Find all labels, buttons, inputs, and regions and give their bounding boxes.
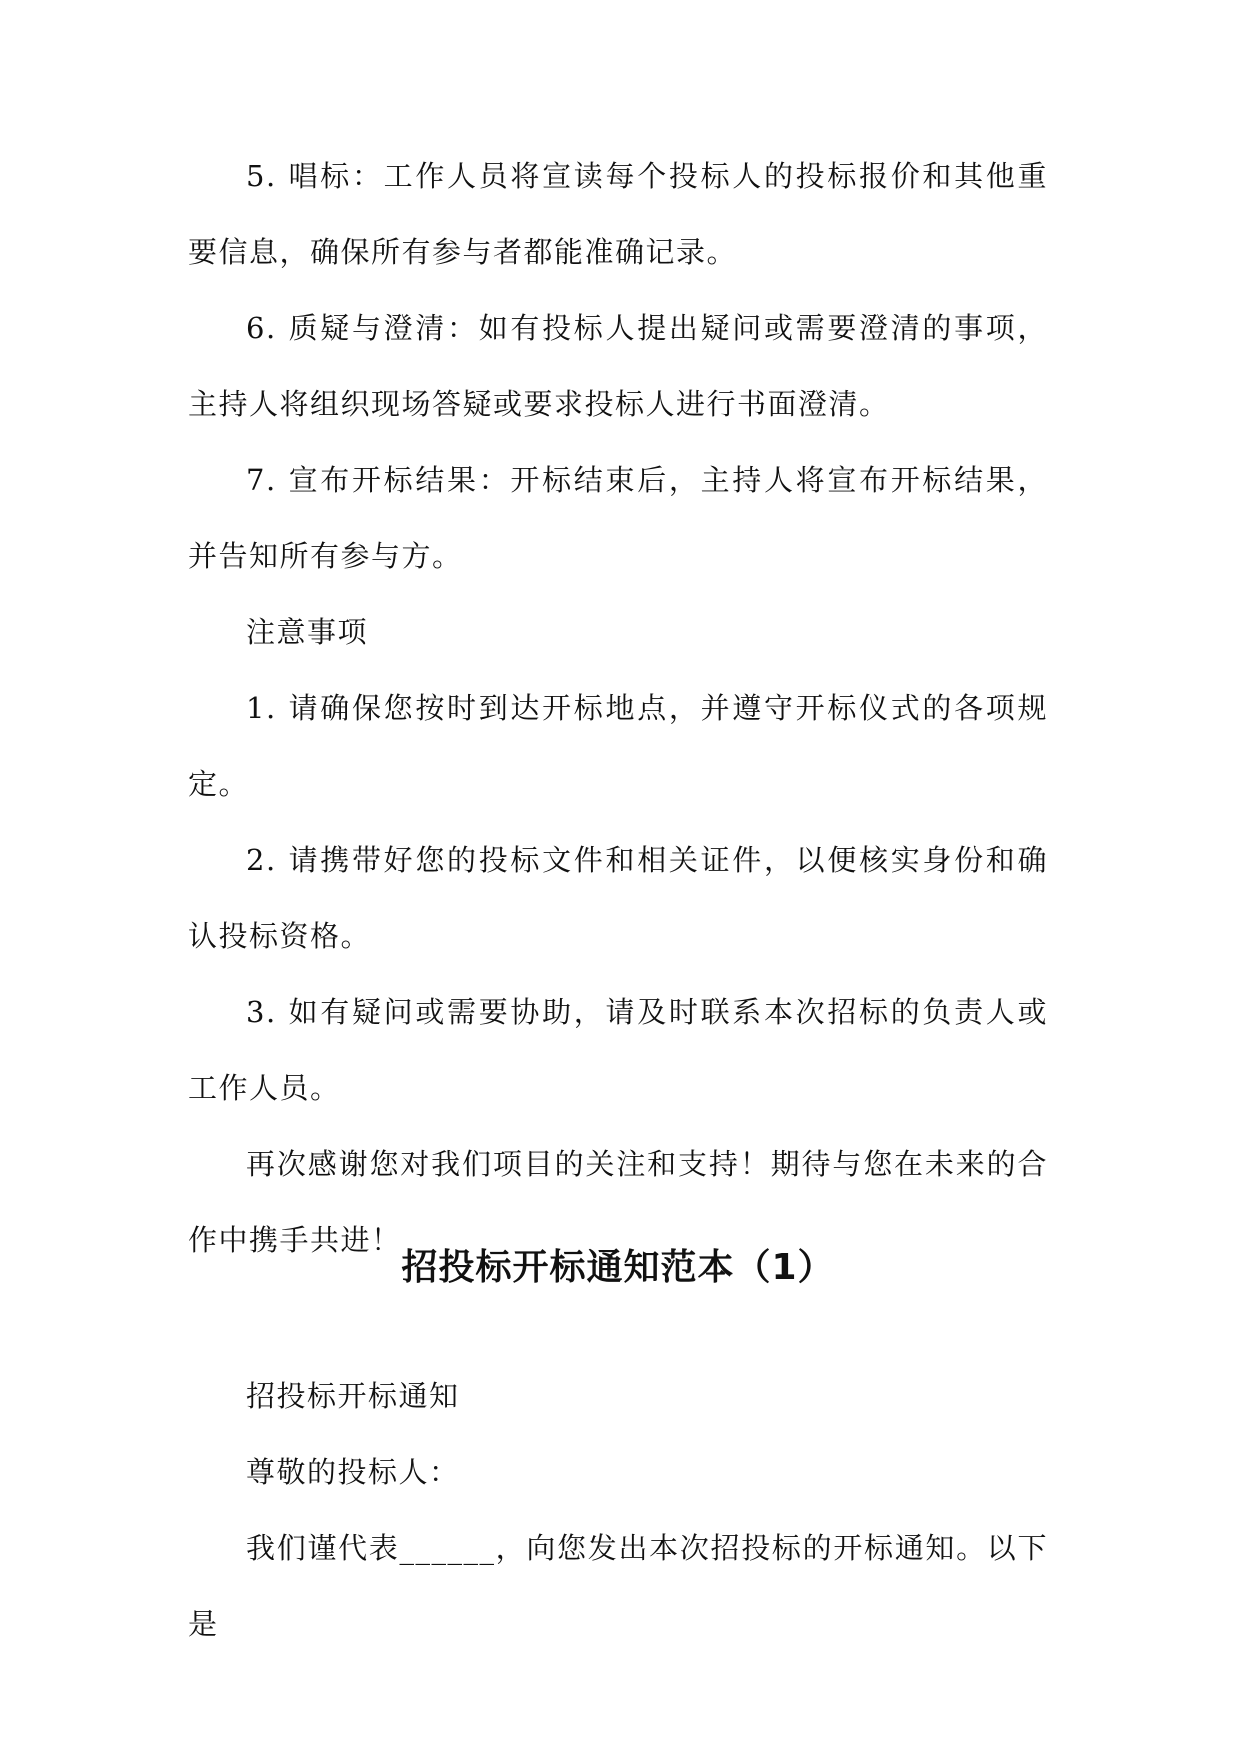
notice-body-upper — [188, 138, 1048, 1278]
paragraph-salutation: 尊敬的投标人： — [246, 1455, 460, 1489]
notice-body-lower — [188, 1358, 1048, 1662]
paragraph-thanks: 再次感谢您对我们项目的关注和支持！期待与您在未来的合作中携手共进！ — [188, 1147, 1048, 1257]
paragraph-intro: 我们谨代表______，向您发出本次招投标的开标通知。以下是 — [188, 1531, 1048, 1641]
paragraph-precaution-3: 3. 如有疑问或需要协助，请及时联系本次招标的负责人或工作人员。 — [188, 995, 1048, 1105]
paragraph-precaution-2: 2. 请携带好您的投标文件和相关证件，以便核实身份和确认投标资格。 — [188, 843, 1048, 953]
document-title: 招投标开标通知范本（1） — [401, 1247, 835, 1288]
paragraph-announce-results: 7. 宣布开标结果：开标结束后，主持人将宣布开标结果，并告知所有参与方。 — [188, 463, 1048, 573]
paragraph-query-clarification: 6. 质疑与澄清：如有投标人提出疑问或需要澄清的事项，主持人将组织现场答疑或要求投标人进行书面澄清。 — [188, 311, 1048, 421]
paragraph-notice-heading: 招投标开标通知 — [246, 1379, 460, 1413]
heading-precautions: 注意事项 — [246, 615, 369, 649]
paragraph-precaution-1: 1. 请确保您按时到达开标地点，并遵守开标仪式的各项规定。 — [188, 691, 1048, 801]
paragraph-bid-reading: 5. 唱标：工作人员将宣读每个投标人的投标报价和其他重要信息，确保所有参与者都能准确记录。 — [188, 159, 1048, 269]
